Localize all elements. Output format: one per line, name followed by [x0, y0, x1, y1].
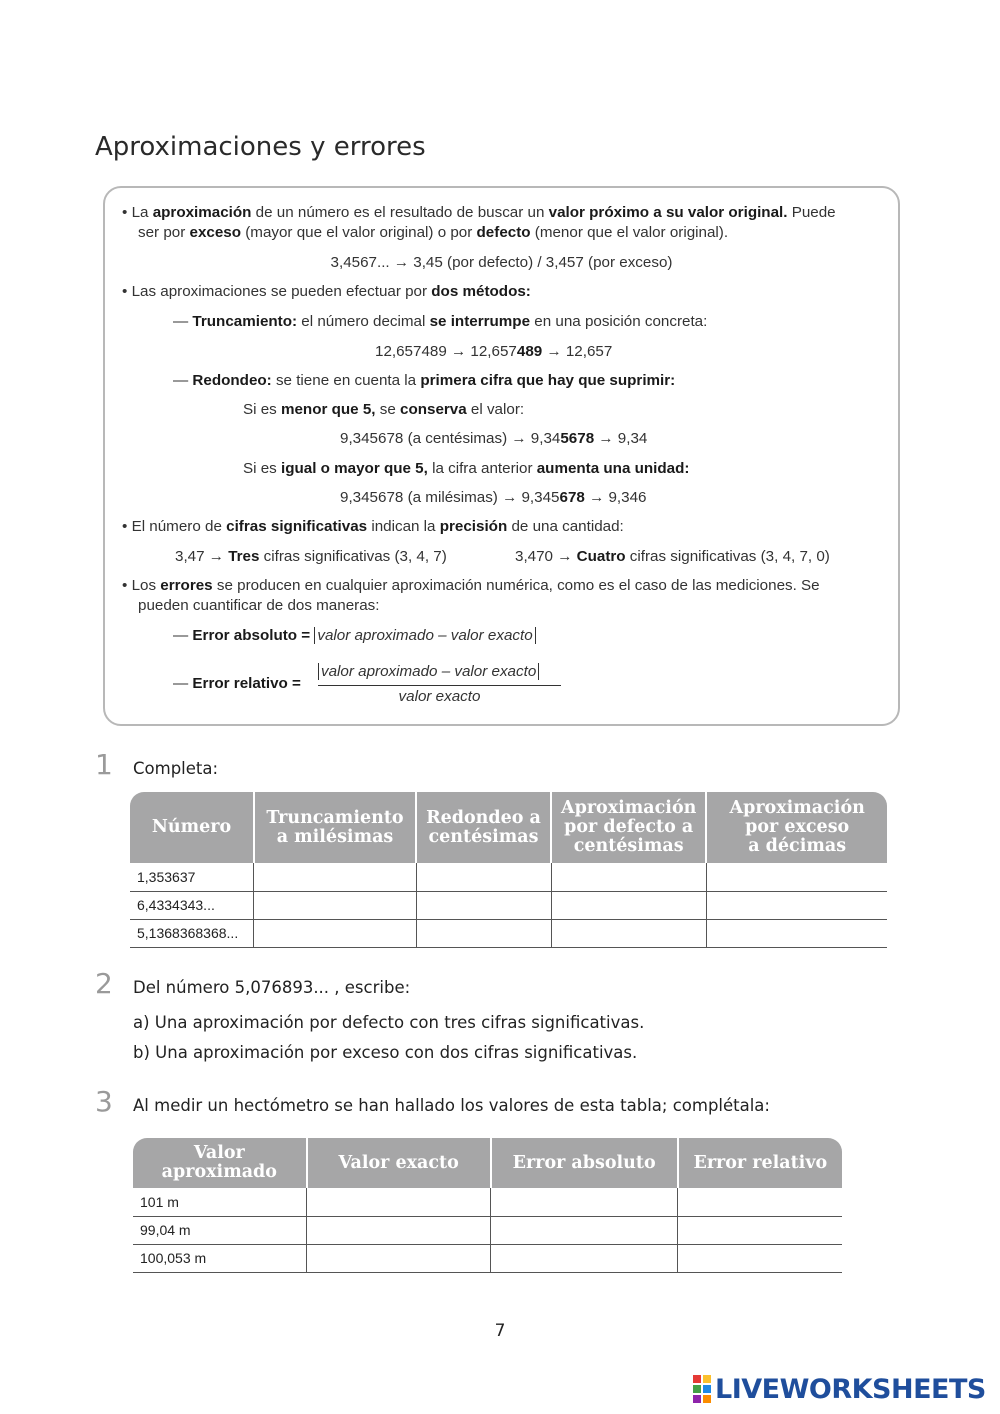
fraction-bar: [318, 685, 561, 686]
exercise-3-prompt: Al medir un hectómetro se han hallado los valores de esta tabla; complétala:: [133, 1096, 770, 1115]
table-row: [133, 1244, 842, 1272]
theory-rounding-more-example: 9,345678 (a milésimas) → 9,345678 → 9,346: [340, 489, 647, 506]
answer-cell[interactable]: [491, 1216, 678, 1244]
col-header-numero: Número: [130, 792, 254, 863]
answer-cell[interactable]: [416, 919, 551, 947]
row-number: 5,1368368368...: [130, 919, 254, 947]
liveworksheets-logo[interactable]: [693, 1374, 986, 1404]
theory-sig-example-2: 3,470 → Cuatro cifras significativas (3, 4, 7, 0): [515, 548, 830, 565]
table-row: [130, 863, 887, 891]
exercise-1-table: [130, 792, 887, 948]
exercise-1-number: 1: [95, 748, 113, 781]
theory-errors: • Los errores se producen en cualquier aproximación numérica, como es el caso de las mediciones. Se: [122, 577, 820, 594]
exercise-1-prompt: Completa:: [133, 759, 219, 778]
row-number: 6,4334343...: [130, 891, 254, 919]
logo-square: [693, 1385, 701, 1393]
answer-cell[interactable]: [254, 891, 416, 919]
answer-cell[interactable]: [307, 1188, 491, 1216]
answer-cell[interactable]: [551, 891, 706, 919]
exercise-2-prompt: Del número 5,076893... , escribe:: [133, 978, 411, 997]
table-row: [130, 891, 887, 919]
exercise-2-number: 2: [95, 967, 113, 1000]
answer-cell[interactable]: [307, 1244, 491, 1272]
answer-cell[interactable]: [307, 1216, 491, 1244]
logo-square: [703, 1385, 711, 1393]
answer-cell[interactable]: [678, 1216, 842, 1244]
col-header-redondeo: Redondeo a centésimas: [416, 792, 551, 863]
answer-cell[interactable]: [706, 919, 887, 947]
col-header-error-relativo: Error relativo: [678, 1138, 842, 1188]
theory-relative-error-numerator: valor aproximado – valor exacto: [318, 663, 539, 680]
theory-approx-definition: • La aproximación de un número es el resultado de buscar un valor próximo a su valor original. Puede: [122, 204, 836, 221]
exercise-2-item-a: a) Una aproximación por defecto con tres cifras significativas.: [133, 1013, 645, 1032]
answer-cell[interactable]: [254, 863, 416, 891]
theory-approx-types: ser por exceso (mayor que el valor original) o por defecto (menor que el valor original).: [138, 224, 729, 241]
col-header-truncamiento: Truncamiento a milésimas: [254, 792, 416, 863]
answer-cell[interactable]: [254, 919, 416, 947]
answer-cell[interactable]: [551, 919, 706, 947]
col-header-error-absoluto: Error absoluto: [491, 1138, 678, 1188]
answer-cell[interactable]: [706, 891, 887, 919]
theory-relative-error-label: — Error relativo =: [173, 675, 301, 692]
theory-truncation-example: 12,657489 → 12,657489 → 12,657: [375, 343, 613, 360]
answer-cell[interactable]: [491, 1244, 678, 1272]
theory-rounding: — Redondeo: se tiene en cuenta la primera cifra que hay que suprimir:: [173, 372, 676, 389]
theory-absolute-error: — Error absoluto = valor aproximado – valor exacto: [173, 627, 536, 644]
theory-significant-figures: • El número de cifras significativas indican la precisión de una cantidad:: [122, 518, 624, 535]
page-title: Aproximaciones y errores: [95, 132, 426, 162]
theory-truncation: — Truncamiento: el número decimal se interrumpe en una posición concreta:: [173, 313, 708, 330]
theory-methods: • Las aproximaciones se pueden efectuar por dos métodos:: [122, 283, 531, 300]
logo-square: [693, 1375, 701, 1383]
theory-example-approx: 3,4567... → 3,45 (por defecto) / 3,457 (por exceso): [330, 254, 673, 271]
theory-errors-cont: pueden cuantificar de dos maneras:: [138, 597, 380, 614]
row-value: 99,04 m: [133, 1216, 307, 1244]
row-value: 100,053 m: [133, 1244, 307, 1272]
theory-box: [103, 186, 900, 726]
row-number: 1,353637: [130, 863, 254, 891]
col-header-aprox-defecto: Aproximación por defecto a centésimas: [551, 792, 706, 863]
theory-rounding-less: Si es menor que 5, se conserva el valor:: [243, 401, 525, 418]
answer-cell[interactable]: [678, 1188, 842, 1216]
theory-relative-error-denominator: valor exacto: [398, 688, 481, 705]
logo-text: LIVEWORKSHEETS: [715, 1373, 986, 1405]
answer-cell[interactable]: [678, 1244, 842, 1272]
theory-rounding-more: Si es igual o mayor que 5, la cifra anterior aumenta una unidad:: [243, 460, 690, 477]
answer-cell[interactable]: [416, 863, 551, 891]
logo-square: [703, 1375, 711, 1383]
exercise-3-number: 3: [95, 1085, 113, 1118]
exercise-3-table: [133, 1138, 842, 1273]
logo-square: [693, 1395, 701, 1403]
answer-cell[interactable]: [416, 891, 551, 919]
answer-cell[interactable]: [491, 1188, 678, 1216]
table-row: [130, 919, 887, 947]
col-header-valor-aproximado: Valor aproximado: [133, 1138, 307, 1188]
table-header-row: [130, 792, 887, 863]
table-header-row: [133, 1138, 842, 1188]
theory-rounding-less-example: 9,345678 (a centésimas) → 9,345678 → 9,34: [340, 430, 648, 447]
answer-cell[interactable]: [706, 863, 887, 891]
page-number: 7: [494, 1321, 506, 1341]
theory-sig-example-1: 3,47 → Tres cifras significativas (3, 4, 7): [175, 548, 447, 565]
answer-cell[interactable]: [551, 863, 706, 891]
table-row: [133, 1216, 842, 1244]
logo-square: [703, 1395, 711, 1403]
col-header-aprox-exceso: Aproximación por exceso a décimas: [706, 792, 887, 863]
col-header-valor-exacto: Valor exacto: [307, 1138, 491, 1188]
exercise-2-item-b: b) Una aproximación por exceso con dos cifras significativas.: [133, 1043, 638, 1062]
row-value: 101 m: [133, 1188, 307, 1216]
logo-mark-icon: [693, 1375, 711, 1403]
table-row: [133, 1188, 842, 1216]
